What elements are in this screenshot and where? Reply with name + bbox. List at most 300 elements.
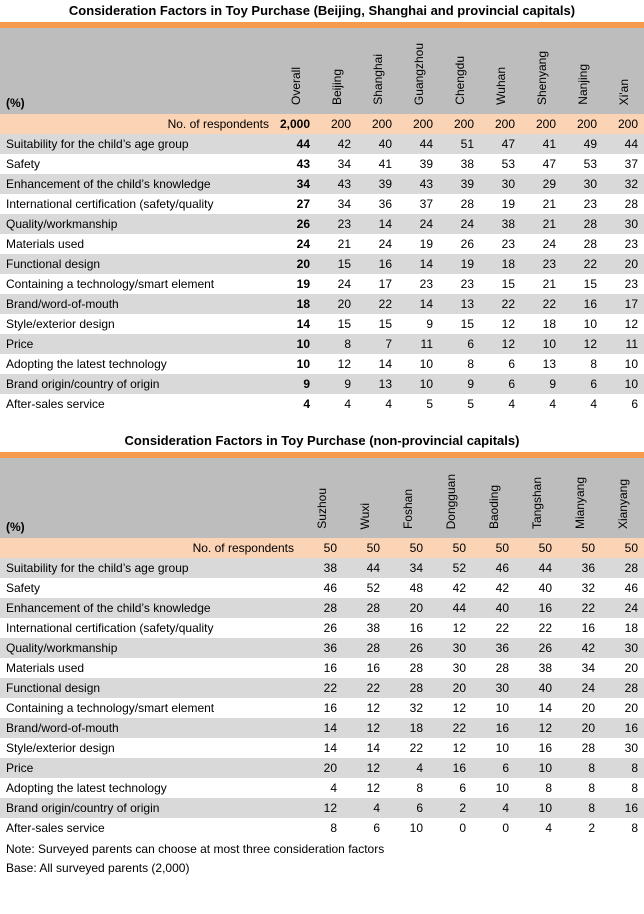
table-cell: 46 bbox=[300, 578, 343, 598]
row-label: Enhancement of the child’s knowledge bbox=[0, 598, 300, 618]
table-cell: 36 bbox=[300, 638, 343, 658]
row-label: Price bbox=[0, 758, 300, 778]
respondents-row bbox=[0, 538, 644, 558]
table-cell: 4 bbox=[521, 394, 562, 414]
table-cell: 22 bbox=[472, 618, 515, 638]
table-cell: 42 bbox=[316, 134, 357, 154]
table-cell: 40 bbox=[515, 678, 558, 698]
row-label: Suitability for the child’s age group bbox=[0, 558, 300, 578]
table-cell: 44 bbox=[275, 134, 316, 154]
table-cell: 20 bbox=[601, 698, 644, 718]
column-header: Shanghai bbox=[370, 54, 385, 105]
table-row bbox=[0, 394, 644, 414]
table-row bbox=[0, 234, 644, 254]
row-label: Materials used bbox=[0, 658, 300, 678]
table-cell: 38 bbox=[300, 558, 343, 578]
table2-header bbox=[0, 458, 644, 538]
table-cell: 12 bbox=[343, 758, 386, 778]
table-cell: 34 bbox=[316, 194, 357, 214]
table-cell: 39 bbox=[398, 154, 439, 174]
table-cell: 9 bbox=[398, 314, 439, 334]
table-cell: 12 bbox=[316, 354, 357, 374]
table-cell: 23 bbox=[439, 274, 480, 294]
table-cell: 22 bbox=[480, 294, 521, 314]
table-cell: 22 bbox=[386, 738, 429, 758]
table-cell: 23 bbox=[398, 274, 439, 294]
table-cell: 24 bbox=[357, 234, 398, 254]
table-cell: 4 bbox=[386, 758, 429, 778]
table-cell: 12 bbox=[429, 618, 472, 638]
row-label: Brand/word-of-mouth bbox=[0, 294, 275, 314]
table2-section bbox=[0, 430, 644, 838]
respondents-cell: 200 bbox=[562, 114, 603, 134]
table-cell: 6 bbox=[343, 818, 386, 838]
table-cell: 8 bbox=[601, 758, 644, 778]
table-cell: 8 bbox=[300, 818, 343, 838]
column-header: Xianyang bbox=[615, 478, 630, 529]
table-cell: 36 bbox=[558, 558, 601, 578]
respondents-cell: 50 bbox=[601, 538, 644, 558]
table-cell: 24 bbox=[601, 598, 644, 618]
table-cell: 6 bbox=[429, 778, 472, 798]
table-cell: 16 bbox=[558, 618, 601, 638]
table-cell: 22 bbox=[562, 254, 603, 274]
table-cell: 14 bbox=[398, 254, 439, 274]
table-row bbox=[0, 658, 644, 678]
table-cell: 10 bbox=[603, 374, 644, 394]
table-cell: 0 bbox=[472, 818, 515, 838]
table-cell: 52 bbox=[429, 558, 472, 578]
table-row bbox=[0, 718, 644, 738]
respondents-row bbox=[0, 114, 644, 134]
row-label: Brand/word-of-mouth bbox=[0, 718, 300, 738]
column-header: Beijing bbox=[329, 68, 344, 105]
table-row bbox=[0, 294, 644, 314]
table-cell: 20 bbox=[300, 758, 343, 778]
table-cell: 34 bbox=[275, 174, 316, 194]
row-label: Brand origin/country of origin bbox=[0, 374, 275, 394]
table1-title: Consideration Factors in Toy Purchase (Beijing, Shanghai and provincial capitals) bbox=[68, 3, 576, 18]
table-cell: 38 bbox=[343, 618, 386, 638]
table-cell: 48 bbox=[386, 578, 429, 598]
row-label: After-sales service bbox=[0, 394, 275, 414]
table-row bbox=[0, 174, 644, 194]
table-cell: 20 bbox=[601, 658, 644, 678]
table1-header bbox=[0, 28, 644, 114]
note-text: Note: Surveyed parents can choose at most three consideration factors bbox=[6, 842, 385, 856]
table-cell: 20 bbox=[429, 678, 472, 698]
table-cell: 17 bbox=[603, 294, 644, 314]
table-row bbox=[0, 618, 644, 638]
row-label: Style/exterior design bbox=[0, 314, 275, 334]
table-cell: 14 bbox=[343, 738, 386, 758]
table-cell: 30 bbox=[562, 174, 603, 194]
table-cell: 30 bbox=[480, 174, 521, 194]
table-cell: 28 bbox=[300, 598, 343, 618]
table-cell: 12 bbox=[480, 334, 521, 354]
table-cell: 6 bbox=[480, 354, 521, 374]
table-cell: 26 bbox=[300, 618, 343, 638]
table-cell: 16 bbox=[300, 658, 343, 678]
table-cell: 5 bbox=[398, 394, 439, 414]
table-cell: 14 bbox=[300, 718, 343, 738]
table-cell: 6 bbox=[603, 394, 644, 414]
table-cell: 8 bbox=[316, 334, 357, 354]
table-cell: 43 bbox=[316, 174, 357, 194]
table-cell: 41 bbox=[357, 154, 398, 174]
column-header: Xi'an bbox=[616, 78, 631, 105]
table-cell: 10 bbox=[275, 354, 316, 374]
respondents-cell: 50 bbox=[429, 538, 472, 558]
row-label: Suitability for the child’s age group bbox=[0, 134, 275, 154]
table-cell: 44 bbox=[343, 558, 386, 578]
table-cell: 22 bbox=[300, 678, 343, 698]
table-cell: 16 bbox=[343, 658, 386, 678]
table-cell: 28 bbox=[558, 738, 601, 758]
table-cell: 4 bbox=[562, 394, 603, 414]
table-cell: 4 bbox=[515, 818, 558, 838]
table-cell: 53 bbox=[562, 154, 603, 174]
respondents-cell: 200 bbox=[603, 114, 644, 134]
table-cell: 22 bbox=[343, 678, 386, 698]
table-cell: 16 bbox=[562, 294, 603, 314]
respondents-cell: 200 bbox=[521, 114, 562, 134]
table-cell: 16 bbox=[357, 254, 398, 274]
row-label: International certification (safety/quality bbox=[0, 618, 300, 638]
table-cell: 24 bbox=[275, 234, 316, 254]
respondents-cell: 200 bbox=[316, 114, 357, 134]
table-cell: 12 bbox=[343, 718, 386, 738]
table-cell: 14 bbox=[357, 354, 398, 374]
table-cell: 4 bbox=[357, 394, 398, 414]
table-cell: 14 bbox=[398, 294, 439, 314]
table-cell: 47 bbox=[521, 154, 562, 174]
table-cell: 28 bbox=[472, 658, 515, 678]
row-label: Containing a technology/smart element bbox=[0, 274, 275, 294]
table-cell: 12 bbox=[300, 798, 343, 818]
table-cell: 26 bbox=[515, 638, 558, 658]
table-cell: 23 bbox=[562, 194, 603, 214]
table-cell: 20 bbox=[386, 598, 429, 618]
table-row bbox=[0, 638, 644, 658]
table-cell: 4 bbox=[300, 778, 343, 798]
table-cell: 12 bbox=[603, 314, 644, 334]
table-cell: 12 bbox=[429, 698, 472, 718]
table-cell: 15 bbox=[316, 314, 357, 334]
table-cell: 52 bbox=[343, 578, 386, 598]
row-label: Materials used bbox=[0, 234, 275, 254]
respondents-cell: 50 bbox=[558, 538, 601, 558]
table-row bbox=[0, 154, 644, 174]
table-cell: 0 bbox=[429, 818, 472, 838]
table-cell: 5 bbox=[439, 394, 480, 414]
table-cell: 14 bbox=[300, 738, 343, 758]
table-cell: 34 bbox=[316, 154, 357, 174]
table1-unit-label: (%) bbox=[6, 96, 25, 110]
table-cell: 43 bbox=[398, 174, 439, 194]
table-cell: 12 bbox=[480, 314, 521, 334]
table-cell: 6 bbox=[562, 374, 603, 394]
table-row bbox=[0, 274, 644, 294]
row-label: Containing a technology/smart element bbox=[0, 698, 300, 718]
row-label: Functional design bbox=[0, 254, 275, 274]
row-label: Safety bbox=[0, 154, 275, 174]
table2-unit-label: (%) bbox=[6, 520, 25, 534]
table-cell: 22 bbox=[357, 294, 398, 314]
table-cell: 4 bbox=[275, 394, 316, 414]
table-cell: 26 bbox=[439, 234, 480, 254]
table-cell: 28 bbox=[343, 638, 386, 658]
table-row bbox=[0, 598, 644, 618]
row-label: Price bbox=[0, 334, 275, 354]
table-cell: 28 bbox=[386, 678, 429, 698]
row-label: Quality/workmanship bbox=[0, 214, 275, 234]
table-cell: 23 bbox=[603, 234, 644, 254]
table-row bbox=[0, 778, 644, 798]
column-header: Chengdu bbox=[452, 56, 467, 105]
table-cell: 24 bbox=[439, 214, 480, 234]
table-cell: 10 bbox=[562, 314, 603, 334]
table-cell: 39 bbox=[439, 174, 480, 194]
respondents-cell: 2,000 bbox=[275, 114, 316, 134]
table-cell: 19 bbox=[275, 274, 316, 294]
table-cell: 26 bbox=[275, 214, 316, 234]
table-cell: 10 bbox=[603, 354, 644, 374]
table-cell: 13 bbox=[439, 294, 480, 314]
table-cell: 12 bbox=[562, 334, 603, 354]
table-cell: 21 bbox=[521, 214, 562, 234]
table-cell: 37 bbox=[398, 194, 439, 214]
table-cell: 42 bbox=[429, 578, 472, 598]
table-cell: 37 bbox=[603, 154, 644, 174]
table-cell: 38 bbox=[439, 154, 480, 174]
table-row bbox=[0, 818, 644, 838]
table-cell: 20 bbox=[603, 254, 644, 274]
table-cell: 9 bbox=[275, 374, 316, 394]
column-header: Nanjing bbox=[575, 64, 590, 105]
table-cell: 30 bbox=[603, 214, 644, 234]
table-cell: 36 bbox=[357, 194, 398, 214]
table-cell: 24 bbox=[316, 274, 357, 294]
table-cell: 18 bbox=[480, 254, 521, 274]
table-row bbox=[0, 194, 644, 214]
table-cell: 24 bbox=[521, 234, 562, 254]
table-cell: 21 bbox=[521, 194, 562, 214]
table-cell: 6 bbox=[439, 334, 480, 354]
table-cell: 34 bbox=[558, 658, 601, 678]
table-cell: 8 bbox=[515, 778, 558, 798]
table-cell: 44 bbox=[429, 598, 472, 618]
table-cell: 27 bbox=[275, 194, 316, 214]
table-cell: 22 bbox=[429, 718, 472, 738]
table-cell: 44 bbox=[398, 134, 439, 154]
column-header: Tangshan bbox=[529, 476, 544, 529]
table-cell: 19 bbox=[480, 194, 521, 214]
table-cell: 40 bbox=[515, 578, 558, 598]
table-cell: 13 bbox=[357, 374, 398, 394]
table-cell: 19 bbox=[398, 234, 439, 254]
table-cell: 21 bbox=[316, 234, 357, 254]
row-label: International certification (safety/quality bbox=[0, 194, 275, 214]
table-cell: 11 bbox=[398, 334, 439, 354]
table-cell: 51 bbox=[439, 134, 480, 154]
table-cell: 15 bbox=[480, 274, 521, 294]
table-cell: 28 bbox=[386, 658, 429, 678]
table-row bbox=[0, 558, 644, 578]
table-cell: 39 bbox=[357, 174, 398, 194]
table-row bbox=[0, 738, 644, 758]
table-cell: 16 bbox=[472, 718, 515, 738]
spacer bbox=[0, 414, 644, 430]
table-cell: 10 bbox=[515, 798, 558, 818]
table-row bbox=[0, 374, 644, 394]
table-cell: 10 bbox=[472, 738, 515, 758]
row-label: Quality/workmanship bbox=[0, 638, 300, 658]
table-cell: 36 bbox=[472, 638, 515, 658]
row-label: Safety bbox=[0, 578, 300, 598]
table-row bbox=[0, 134, 644, 154]
table-cell: 16 bbox=[601, 718, 644, 738]
table-cell: 6 bbox=[386, 798, 429, 818]
table-cell: 42 bbox=[558, 638, 601, 658]
column-header: Wuxi bbox=[357, 502, 372, 529]
table-cell: 8 bbox=[558, 778, 601, 798]
table-cell: 24 bbox=[558, 678, 601, 698]
table-cell: 18 bbox=[386, 718, 429, 738]
table-cell: 47 bbox=[480, 134, 521, 154]
column-header: Wuhan bbox=[493, 67, 508, 105]
table-cell: 21 bbox=[521, 274, 562, 294]
table-cell: 8 bbox=[558, 758, 601, 778]
row-label: Enhancement of the child’s knowledge bbox=[0, 174, 275, 194]
table-cell: 6 bbox=[472, 758, 515, 778]
table-cell: 18 bbox=[601, 618, 644, 638]
table-cell: 20 bbox=[316, 294, 357, 314]
table-cell: 15 bbox=[357, 314, 398, 334]
row-label: Brand origin/country of origin bbox=[0, 798, 300, 818]
table-cell: 16 bbox=[386, 618, 429, 638]
table-cell: 32 bbox=[558, 578, 601, 598]
table-cell: 8 bbox=[562, 354, 603, 374]
table-row bbox=[0, 354, 644, 374]
column-header: Baoding bbox=[486, 484, 501, 529]
column-header: Shenyang bbox=[534, 50, 549, 105]
table-cell: 11 bbox=[603, 334, 644, 354]
table-cell: 30 bbox=[429, 658, 472, 678]
table-cell: 28 bbox=[562, 214, 603, 234]
table-cell: 10 bbox=[472, 778, 515, 798]
table-cell: 30 bbox=[472, 678, 515, 698]
table-cell: 10 bbox=[386, 818, 429, 838]
table-cell: 16 bbox=[601, 798, 644, 818]
table-cell: 40 bbox=[472, 598, 515, 618]
row-label: Adopting the latest technology bbox=[0, 354, 275, 374]
row-label: Style/exterior design bbox=[0, 738, 300, 758]
table-cell: 28 bbox=[439, 194, 480, 214]
table-cell: 38 bbox=[515, 658, 558, 678]
base-text: Base: All surveyed parents (2,000) bbox=[6, 861, 190, 875]
column-header: Foshan bbox=[400, 488, 415, 529]
table-cell: 16 bbox=[515, 598, 558, 618]
table-cell: 16 bbox=[300, 698, 343, 718]
table-row bbox=[0, 698, 644, 718]
table2-title: Consideration Factors in Toy Purchase (non-provincial capitals) bbox=[124, 433, 520, 448]
table-cell: 12 bbox=[429, 738, 472, 758]
table-cell: 15 bbox=[439, 314, 480, 334]
table-cell: 8 bbox=[439, 354, 480, 374]
table-row bbox=[0, 578, 644, 598]
table-cell: 43 bbox=[275, 154, 316, 174]
table1-section bbox=[0, 0, 644, 414]
table-cell: 44 bbox=[515, 558, 558, 578]
table-cell: 38 bbox=[480, 214, 521, 234]
table-cell: 40 bbox=[357, 134, 398, 154]
table-cell: 10 bbox=[275, 334, 316, 354]
table-cell: 8 bbox=[386, 778, 429, 798]
table-cell: 20 bbox=[558, 718, 601, 738]
table-cell: 9 bbox=[521, 374, 562, 394]
table-cell: 4 bbox=[343, 798, 386, 818]
table-cell: 14 bbox=[357, 214, 398, 234]
table-cell: 46 bbox=[601, 578, 644, 598]
table-cell: 4 bbox=[316, 394, 357, 414]
respondents-cell: 50 bbox=[515, 538, 558, 558]
table-cell: 42 bbox=[472, 578, 515, 598]
table-row bbox=[0, 334, 644, 354]
table-cell: 18 bbox=[275, 294, 316, 314]
table-cell: 8 bbox=[558, 798, 601, 818]
table-cell: 16 bbox=[429, 758, 472, 778]
column-header: Overall bbox=[288, 66, 303, 105]
table-cell: 10 bbox=[472, 698, 515, 718]
respondents-cell: 200 bbox=[480, 114, 521, 134]
table-cell: 7 bbox=[357, 334, 398, 354]
table-cell: 30 bbox=[601, 738, 644, 758]
respondents-cell: 50 bbox=[472, 538, 515, 558]
table-row bbox=[0, 214, 644, 234]
column-header: Mianyang bbox=[572, 476, 587, 529]
table-cell: 13 bbox=[521, 354, 562, 374]
row-label: Functional design bbox=[0, 678, 300, 698]
table-row bbox=[0, 798, 644, 818]
respondents-label: No. of respondents bbox=[0, 538, 300, 558]
table-cell: 23 bbox=[480, 234, 521, 254]
table-cell: 20 bbox=[558, 698, 601, 718]
table-cell: 23 bbox=[316, 214, 357, 234]
table-cell: 10 bbox=[398, 354, 439, 374]
table-cell: 15 bbox=[316, 254, 357, 274]
table-cell: 23 bbox=[603, 274, 644, 294]
table-cell: 8 bbox=[601, 818, 644, 838]
respondents-cell: 50 bbox=[343, 538, 386, 558]
column-header: Dongguan bbox=[443, 473, 458, 529]
table-cell: 34 bbox=[386, 558, 429, 578]
table-cell: 29 bbox=[521, 174, 562, 194]
respondents-cell: 200 bbox=[439, 114, 480, 134]
table-cell: 9 bbox=[439, 374, 480, 394]
table-cell: 28 bbox=[603, 194, 644, 214]
table-cell: 44 bbox=[603, 134, 644, 154]
table-cell: 22 bbox=[515, 618, 558, 638]
table-cell: 4 bbox=[472, 798, 515, 818]
table-cell: 19 bbox=[439, 254, 480, 274]
column-header: Suzhou bbox=[314, 488, 329, 529]
table-cell: 14 bbox=[515, 698, 558, 718]
table-cell: 23 bbox=[521, 254, 562, 274]
table1 bbox=[0, 114, 644, 414]
column-header: Guangzhou bbox=[411, 42, 426, 105]
table-row bbox=[0, 254, 644, 274]
